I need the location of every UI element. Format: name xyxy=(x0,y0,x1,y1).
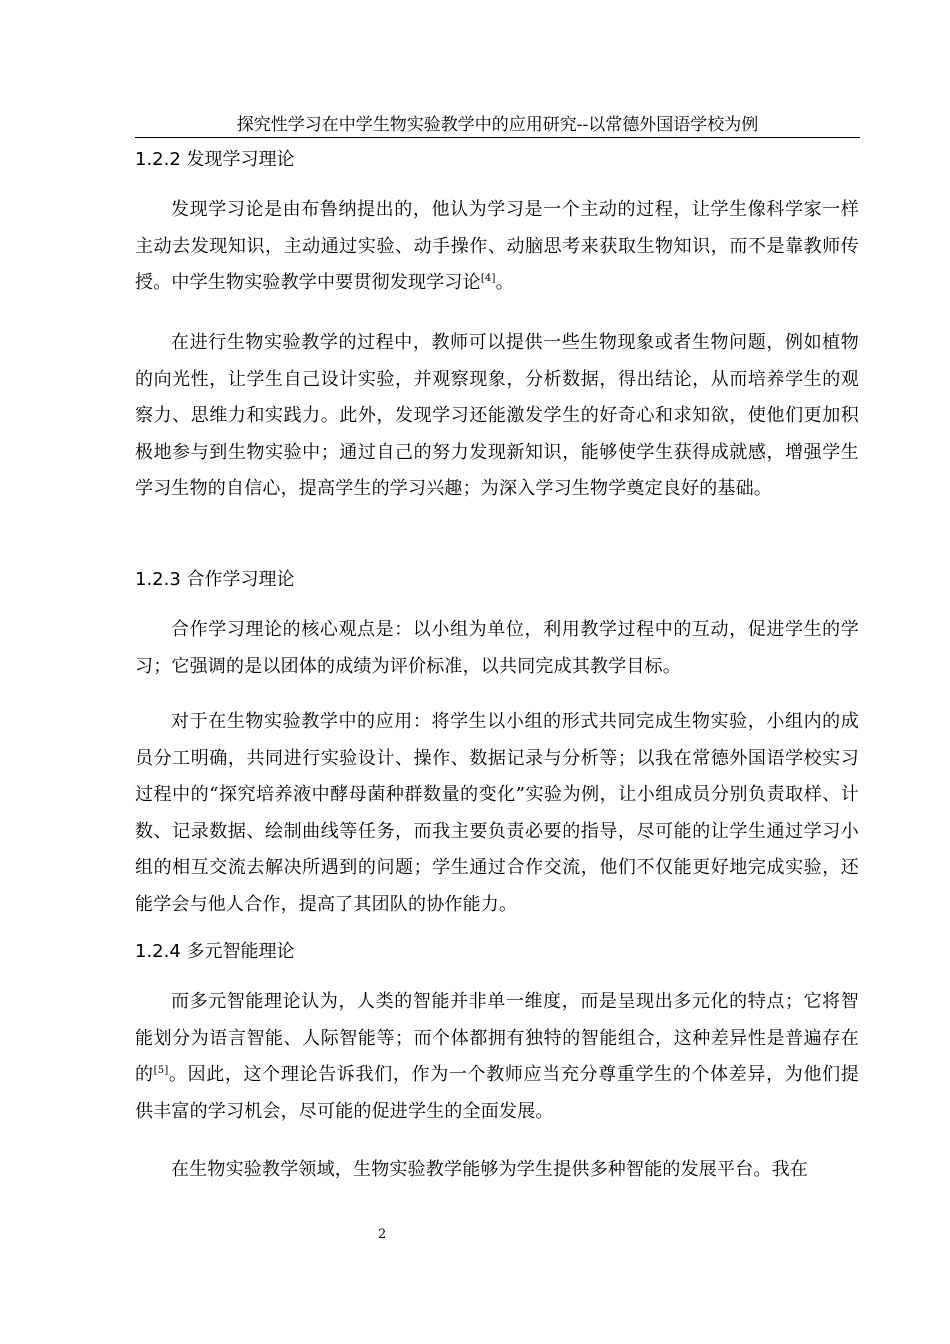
header-rule xyxy=(135,137,860,138)
paragraph: 合作学习理论的核心观点是：以小组为单位，利用教学过程中的互动，促进学生的学习；它强调的是以团体的成绩为评价标准，以共同完成其教学目标。 xyxy=(135,619,859,677)
paragraph-text: 发现学习论是由布鲁纳提出的，他认为学习是一个主动的过程，让学生像科学家一样主动去发现知识，主动通过实验、动手操作、动脑思考来获取生物知识，而不是靠教师传授。中学生物实验教学中要贯彻发现学习论 xyxy=(135,199,859,294)
running-header: 探究性学习在中学生物实验教学中的应用研究--以常德外国语学校为例 xyxy=(236,115,759,135)
citation-ref: [4] xyxy=(480,273,496,285)
paragraph-text: 而多元智能理论认为，人类的智能并非单一维度，而是呈现出多元化的特点；它将智能划分为语言智能、人际智能等；而个体都拥有独特的智能组合，这种差异性是普遍存在的 xyxy=(135,991,859,1086)
section-heading-1-2-4: 1.2.4 多元智能理论 xyxy=(135,941,295,962)
section-heading-1-2-3: 1.2.3 合作学习理论 xyxy=(135,569,295,590)
paragraph xyxy=(135,984,859,1130)
section-heading-1-2-2: 1.2.2 发现学习理论 xyxy=(135,149,295,170)
paragraph: 对于在生物实验教学中的应用：将学生以小组的形式共同完成生物实验，小组内的成员分工明确，共同进行实验设计、操作、数据记录与分析等；以我在常德外国语学校实习过程中的“探究培养液中酵母菌种群数量的变化”实验为例，让小组成员分别负责取样、计数、记录数据、绘制曲线等任务，而我主要负责必要的指导，尽可能的让学生通过学习小组的相互交流去解决所遇到的问题；学生通过合作交流，他们不仅能更好地完成实验，还能学会与他人合作，提高了其团队的协作能力。 xyxy=(135,711,859,915)
paragraph xyxy=(135,192,859,302)
page-number: 2 xyxy=(378,1227,387,1242)
paragraph: 在进行生物实验教学的过程中，教师可以提供一些生物现象或者生物问题，例如植物的向光性，让学生自己设计实验，并观察现象，分析数据，得出结论，从而培养学生的观察力、思维力和实践力。此外，发现学习还能激发学生的好奇心和求知欲，使他们更加积极地参与到生物实验中；通过自己的努力发现新知识，能够使学生获得成就感，增强学生学习生物的自信心，提高学生的学习兴趣；为深入学习生物学奠定良好的基础。 xyxy=(135,332,859,500)
paragraph-text-tail: 。 xyxy=(495,272,514,294)
paragraph-text-tail: 。因此，这个理论告诉我们，作为一个教师应当充分尊重学生的个体差异，为他们提供丰富的学习机会，尽可能的促进学生的全面发展。 xyxy=(135,1064,859,1122)
citation-ref: [5] xyxy=(153,1065,169,1077)
paragraph: 在生物实验教学领域，生物实验教学能够为学生提供多种智能的发展平台。我在 xyxy=(171,1159,808,1180)
